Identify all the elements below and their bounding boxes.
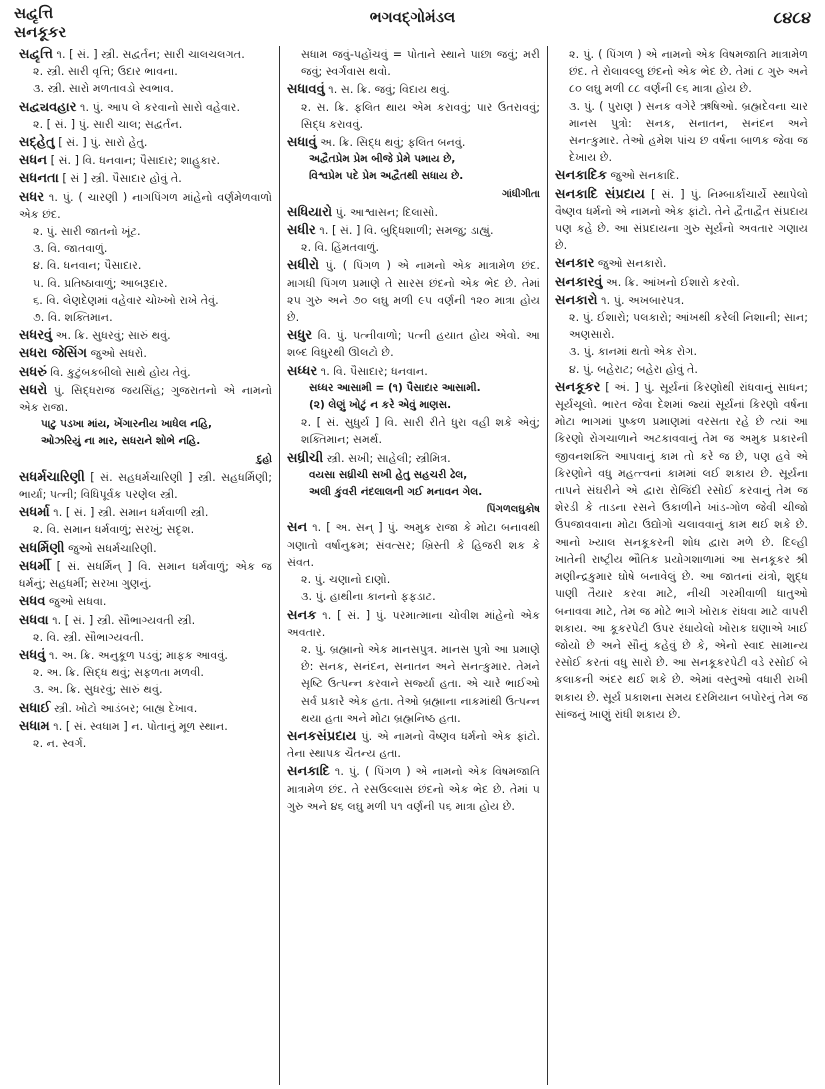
entry-sense: ૨. પું. બ્રહ્માનો એક માનસપુત્ર. માનસ પુત્રો આ પ્રમાણે છે: સનક, સનંદન, સનાતન અને સનત્કુમાર. તેમને સૃષ્ટિ ઉત્પન્ન કરવાને સર્જ્યા હતા. એ ચારે ભાઈઓ સર્વ પ્રકારે એક હતા. તેઓ બ્રહ્માના નાકમાંથી ઉત્પન્ન થયા હતા અને મોટા બ્રહ્મનિષ્ઠ હતા. [301, 642, 540, 725]
entry-definition: ૧. [ અ. સન્ ] પું. અમુક રાજા કે મોટા બનાવથી ગણાતો વર્ષાનુક્રમ; સંવત્સર; ખ્રિસ્તી કે હિજરી શક કે સંવત. [287, 521, 540, 569]
entry-sense: ૨. [ સં. સુધુર્ય ] વિ. સારી રીતે ધુરા વહી શકે એવું; શક્તિમાન; સમર્થ. [301, 416, 540, 447]
entry-sense: ૨. વિ. હિંમતવાળું. [301, 241, 380, 255]
entry-definition: ૧. પું. ( પિંગળ ) એ નામનો એક વિષમજાતિ માત્રામેળ છંદ. તે રસઉલ્લાસ છંદનો એક ભેદ છે. તેમાં ૫ ગુરુ અને ૪૬ લઘુ મળી ૫૧ વર્ણની ૫૬ માત્રા હોય છે. [287, 765, 541, 813]
dictionary-entry [287, 363, 540, 449]
dictionary-entry [19, 99, 272, 133]
entry-sense: ૩. પું. ( પુરાણ ) સનક વગેરે ઋષિઓ. બ્રહ્મદેવના ચાર માનસ પુત્રો: સનક, સનાતન, સનંદન અને સનત્કુમાર. તેઓ હમેશ પાંચ છ વર્ષના બાળક જેવા જ દેખાય છે. [569, 99, 808, 165]
dictionary-entry [287, 222, 540, 256]
entry-sense: ૪. પું. બહેરાટ; બહેરા હોવું તે. [569, 362, 698, 376]
entry-headword: સધીરો [287, 258, 320, 274]
entry-headword: સદ્વ્યવહાર [19, 99, 77, 115]
dictionary-entry [555, 255, 808, 272]
first-guide-word: સદ્વૃત્તિ [14, 4, 54, 22]
dictionary-entry [287, 204, 540, 221]
entry-headword: સધરું [19, 364, 47, 380]
entry-definition: ૧. [ સં. ] વિ. બુદ્ધિશાળી; સમજુ; ડાહ્યું. [319, 224, 494, 238]
dictionary-entry [19, 593, 272, 610]
entry-headword: સનકાદિક [555, 168, 607, 184]
entry-headword: સનક [287, 607, 317, 623]
dictionary-entry [19, 558, 272, 592]
entry-headword: સધર્મિણી [19, 540, 65, 556]
entry-headword: સધનતા [19, 171, 59, 187]
quotation-source: પિંગળલઘુકોષ [486, 504, 540, 516]
entry-definition: પું. સિદ્ધરાજ જયસિંહ; ગુજરાતનો એ નામનો એક રાજા. [19, 383, 272, 415]
dictionary-entry [287, 519, 540, 605]
dictionary-entry [287, 763, 540, 815]
page-number: ૮૪૮૪ [773, 8, 811, 27]
entry-quotation: સધ્ધર આસામી = (૧) પૈસાદાર આસામી. [309, 381, 481, 394]
entry-sense: ૨. વિ. સમાન ધર્મવાળું; સરખું; સદૃશ. [33, 523, 195, 537]
entry-definition: ૧. [ સં. ] સ્ત્રી. સમાન ધર્મવાળી સ્ત્રી. [53, 506, 209, 520]
entry-sense: ૨. અ. ક્રિ. સિદ્ધ થવું; સફળતા મળવી. [33, 666, 204, 680]
entry-sense: ૨. વિ. સ્ત્રી. સૌભાગ્યવતી. [33, 630, 144, 644]
entry-headword: સનકાદિ સંપ્રદાય [555, 186, 645, 202]
dictionary-entry [287, 450, 540, 519]
dictionary-entry [555, 274, 808, 291]
entry-definition: [ સં. સધર્મિન્ ] વિ. સમાન ધર્મવાળું; એક જ ધર્મનું; સહધર્મી; સરખા ગુણનું. [19, 559, 273, 591]
entry-definition: જુઓ સનકારો. [597, 257, 667, 271]
entry-definition: જુઓ સધરો. [90, 347, 147, 361]
dictionary-entry [19, 134, 272, 151]
entry-sense: ૩. સ્ત્રી. સારો મળતાવડો સ્વભાવ. [33, 82, 174, 96]
entry-definition: વિ. કુટુંબકબીલો સાથે હોય તેવું. [50, 365, 191, 379]
entry-headword: સનકારો [555, 292, 598, 308]
quotation-source: ગાંધીગીતા [502, 188, 540, 200]
dictionary-entry [287, 134, 540, 203]
entry-headword: સન [287, 520, 308, 536]
dictionary-entry [287, 728, 540, 762]
entry-sense: ૨. પું. ( પિંગળ ) એ નામનો એક વિષમજાતિ માત્રામેળ છંદ. તે રોલાવલ્લુ છંદનો એક ભેદ છે. તેમાં ૮ ગુરુ અને ૮૦ લઘુ મળી ૮૮ વર્ણની ૯૬ માત્રા હોય છે. [569, 48, 808, 96]
entry-definition: ૧. [ સં. ] સ્ત્રી. સૌભાગ્યવતી સ્ત્રી. [52, 613, 196, 627]
entry-definition: જુઓ સધવા. [49, 595, 107, 609]
entry-definition: ૧. [ સં. ] સ્ત્રી. સદ્વર્તન; સારી ચાલચલગત. [56, 48, 245, 61]
dictionary-entry [19, 382, 272, 468]
entry-headword: સધ્રીચી [287, 450, 324, 466]
entry-headword: સનકારવું [555, 274, 603, 290]
entry-quotation: અલી કુંવરી નંદલાલની ગઈ મનાવન ગેલ. [309, 486, 483, 499]
entry-definition: [ સં. ] પું. નિમ્બાર્કાચાર્યે સ્થાપેલો વૈષ્ણવ ધર્મનો એ નામનો એક ફાંટો. તેને દ્વૈતાદ્વૈત સંપ્રદાય પણ કહે છે. આ સંપ્રદાયના ગુરુ સૂર્યનો અવતાર ગણાય છે. [555, 187, 809, 253]
entry-definition: અ. ક્રિ. આંખનો ઈશારો કરવો. [605, 275, 740, 289]
dictionary-title: ભગવદ્ગોમંડલ [369, 8, 456, 26]
quotation-source: દુહો [256, 453, 272, 465]
dictionary-entry [287, 607, 540, 727]
entry-headword: સનકાર [555, 256, 595, 272]
entry-headword: સધન [19, 153, 48, 169]
column-2 [279, 46, 547, 1085]
entry-headword: સધવા [19, 612, 49, 628]
entry-definition: અ. ક્રિ. સુધરવું; સારું થવું. [55, 329, 171, 343]
entry-sense: ૨. પું. ઈશારો; પલકારો; આંખથી કરેલી નિશાની; સાન; અણસારો. [569, 311, 808, 342]
entry-quotation: અદ્વૈતપ્રેમ પ્રેમ બીજે પ્રેમે પમાય છે, [309, 153, 456, 166]
entry-sense: ૩. વિ. જાતવાળું. [33, 242, 108, 256]
entry-definition: વિ. પું. પત્નીવાળો; પત્ની હયાત હોય એવો. આ શબ્દ વિધુરથી ઊલટો છે. [287, 329, 540, 360]
dictionary-entry [19, 170, 272, 187]
entry-sense: ૭. વિ. શક્તિમાન. [33, 311, 113, 325]
entry-quotation: વિશ્વપ્રેમ પદે પ્રેમ અદ્વૈતથી સધાય છે. [309, 170, 464, 183]
entry-definition: ૧. અ. ક્રિ. અનુકૂળ પડવું; માફક આવવું. [49, 648, 228, 662]
entry-sense: ૪. વિ. ધનવાન; પૈસાદાર. [33, 259, 142, 273]
entry-sense: ૩. પું. હાથીના કાનનો ફફડાટ. [301, 590, 436, 604]
entry-headword: સધુર [287, 328, 313, 344]
dictionary-entry [19, 345, 272, 362]
entry-definition: સ્ત્રી. સખી; સાહેલી; સ્ત્રીમિત્ર. [326, 451, 451, 465]
dictionary-columns [12, 46, 815, 1085]
entry-headword: સધર્મી [19, 558, 51, 574]
dictionary-entry [287, 327, 540, 361]
entry-headword: સધવું [19, 647, 46, 663]
dictionary-entry [19, 46, 272, 98]
entry-sense: ૬. વિ. લેણદેણમાં વહેવાર ચોખ્ખો રાખે તેવું. [33, 293, 219, 307]
entry-definition: ૧. વિ. પૈસાદાર; ધનવાન. [320, 364, 428, 378]
entry-definition: પું. ( પિંગળ ) એ નામનો એક માત્રામેળ છંદ. માગધી પિંગળ પ્રમાણે તે સારસ છંદનો એક ભેદ છે. તેમાં ૨૫ ગુરુ અને ૭૦ લઘુ મળી ૯૫ વર્ણની ૧૨૦ માત્રા હોય છે. [287, 259, 540, 325]
dictionary-entry [19, 612, 272, 646]
dictionary-entry [19, 540, 272, 557]
entry-headword: સધાવું [287, 135, 317, 151]
dictionary-entry [287, 257, 540, 326]
entry-sense: ૩. પું. કાનમાં થતો એક રોગ. [569, 345, 698, 359]
entry-definition: ૧. પું. ( ચારણી ) નાગપિંગળ માંહેનો વર્ણમેળવાળો એક છંદ. [19, 190, 272, 221]
dictionary-entry [19, 327, 272, 344]
entry-sense: ૨. સ. ક્રિ. ફલિત થાય એમ કરાવવું; પાર ઉતરાવવું; સિદ્ધ કરાવવું. [301, 100, 540, 131]
entry-definition: [ સં. સહધર્મચારિણી ] સ્ત્રી. સહધર્મિણી; ભાર્યા; પત્ની; વિધિપૂર્વક પરણેલ સ્ત્રી. [19, 470, 272, 502]
dictionary-entry [19, 647, 272, 699]
entry-definition: પું. એ નામનો વૈષ્ણવ ધર્મનો એક ફાંટો. તેના સ્થાપક ચૈતન્ય હતા. [287, 729, 540, 761]
dictionary-entry [19, 364, 272, 381]
column-1 [12, 46, 279, 1085]
entry-definition: ૧. [ સં. ] પું. પરમાત્માના ચોવીશ માંહેનો એક અવતાર. [287, 608, 540, 639]
dictionary-entry [287, 81, 540, 133]
entry-sense: ૨. સ્ત્રી. સારી વૃત્તિ; ઉદાર ભાવના. [33, 65, 178, 79]
entry-sense: ૩. અ. ક્રિ. સુધરવું; સારું થવું. [33, 683, 163, 697]
dictionary-entry [19, 189, 272, 327]
entry-headword: સધરવું [19, 328, 53, 344]
dictionary-entry [555, 292, 808, 378]
dictionary-entry [555, 46, 808, 166]
column-3 [547, 46, 815, 1085]
entry-headword: સધ્ધર [287, 363, 318, 379]
dictionary-entry [19, 469, 272, 503]
dictionary-entry [287, 46, 540, 80]
entry-definition: અ. ક્રિ. સિદ્ધ થવું; ફલિત બનવું. [320, 136, 466, 150]
entry-definition: જુઓ સનકાદિ. [610, 169, 680, 183]
entry-headword: સનકૂકર [555, 379, 601, 395]
entry-sense: ૫. વિ. પ્રતિષ્ઠાવાળું; આબરૂદાર. [33, 276, 168, 290]
dictionary-entry [19, 504, 272, 538]
entry-quotation: પાટુ પડખા માંય, ખેંગારનીય ખાધેલ નહિ, [41, 418, 212, 431]
entry-sense: ૨. પું. ચણાનો દાણો. [301, 573, 391, 587]
entry-sense: ૨. [ સં. ] પું. સારી ચાલ; સદ્વર્તન. [33, 117, 183, 131]
entry-headword: સધીર [287, 223, 316, 239]
entry-definition: [ સં. ] પું. સારો હેતુ. [58, 136, 148, 150]
entry-headword: સનકાદિ [287, 764, 330, 780]
entry-definition: જુઓ સધર્મચારિણી. [68, 541, 157, 555]
entry-definition: ૧. પું. અખબારપત્ર. [601, 293, 685, 307]
page-header [14, 4, 811, 44]
entry-sense: ૨. ન. સ્વર્ગ. [33, 736, 87, 750]
entry-definition: પું. આશ્વાસન; દિલાસો. [335, 205, 439, 219]
entry-definition: સ્ત્રી. ખોટો આડંબર; બાહ્ય દેખાવ. [54, 701, 198, 715]
entry-sense: સધામ જવું-પહોંચવું = પોતાને સ્થાને પાછા જવું; મરી જવું; સ્વર્ગવાસ થવો. [301, 48, 540, 79]
entry-headword: સધાઈ [19, 700, 51, 716]
entry-definition: ૧. [ સં. સ્વધામ ] ન. પોતાનું મૂળ સ્થાન. [53, 719, 228, 733]
dictionary-entry [19, 152, 272, 169]
entry-headword: સદ્વૃત્તિ [19, 47, 53, 62]
entry-sense: ૨. પું. સારી જાતનો ખૂંટ. [33, 225, 141, 239]
entry-definition: ૧. પું. આપ લે કરવાનો સારો વહેવાર. [80, 100, 241, 114]
entry-definition: [ અં. ] પું. સૂર્યનાં કિરણોથી રાંધવાનું સાધન; સૂર્યચૂલો. ભારત જેવા દેશમાં જ્યાં સૂર્યનાં કિરણો વર્ષના મોટા ભાગમાં પુષ્કળ પ્રમાણમાં વરસતા રહે છે ત્યાં આ કિરણો રોગચાળાને અટકાવવાનું તેમ જ અમુક પ્રકારની જીવનશક્તિ આપવાનું કામ તો કરે જ છે, પણ હવે એ કિરણોને વધુ મહત્ત્વનાં કામમાં લઈ શકાય છે. સૂર્યના તાપને સંઘરીને એ દ્વારા રોજિંદી રસોઈ કરવાનું તેમ જ શેરડી કે તાડના રસને ઉકાળીને ખાંડ-ગોળ જેવી ચીજો ઉપજાવવાના મોટા ઉદ્યોગો ચલાવવાનું કામ થઈ શકે છે. આનો ખ્યાલ સનકૂકરની શોધ દ્વારા મળે છે. દિલ્હી ખાતેની રાષ્ટ્રીય ભૌતિક પ્રયોગશાળામાં આ સનકૂકર શ્રી મણીન્દ્રકુમાર ઘોષે બનાવેલું છે. આ જાતનાં યંત્રો, શુદ્ધ પાણી તૈયાર કરવા માટે, નીચી ગરમીવાળી ધાતુઓ બનાવવા માટે, તેમ જ મોટે ભાગે ખોરાક રાંધવા માટે વાપરી શકાય. આ કૂકરપેટી ઉપર રંધાયેલો ખોરાક ઘણાએ ખાઈ જોયો છે અને સૌનું કહેવું છે કે, એનો સ્વાદ સામાન્ય રસોઈ કરતાં વધુ સારો છે. આ સનકૂકરપેટી વડે રસોઈ બે કલાકની અંદર થઈ શકે છે. એમાં વસ્તુઓ વધારી રાખી શકાય છે. સૂર્ય પ્રકાશના સમય દરમિયાન બપોરનું તેમ જ સાંજનું ખાણું રાંધી શકાય છે. [555, 380, 809, 721]
entry-definition: ૧. સ. ક્રિ. જવું; વિદાય થવું. [328, 83, 450, 97]
dictionary-entry [555, 379, 808, 723]
entry-quotation: વયસા સધ્રીચી સખી હેતુ સહચરી ઢેલ, [309, 468, 468, 481]
entry-headword: સધરા જેસિંગ [19, 346, 88, 362]
entry-quotation: ઓઝરિયું ના માર, સધરાને શોભે નહિ. [41, 435, 201, 448]
dictionary-entry [555, 186, 808, 255]
entry-headword: સધરો [19, 382, 48, 398]
entry-headword: સધર્મા [19, 505, 50, 521]
entry-definition: [ સં. ] વિ. ધનવાન; પૈસાદાર; શાહુકાર. [50, 154, 221, 168]
entry-headword: સધામ [19, 718, 50, 734]
entry-headword: સધિયારો [287, 204, 333, 220]
entry-headword: સધર્મચારિણી [19, 469, 85, 485]
entry-headword: સધાવવું [287, 82, 325, 98]
entry-headword: સદ્હેતુ [19, 135, 55, 151]
dictionary-entry [555, 167, 808, 184]
entry-headword: સનકસંપ્રદાય [287, 728, 357, 744]
entry-quotation: (૨) લેણું ખોટું ન કરે એવું માણસ. [309, 399, 452, 412]
entry-headword: સધવ [19, 594, 46, 610]
entry-headword: સધર [19, 189, 45, 205]
dictionary-entry [19, 718, 272, 752]
last-guide-word: સનકૂકર [14, 23, 67, 41]
entry-definition: [ સં ] સ્ત્રી. પૈસાદાર હોવું તે. [62, 172, 182, 186]
dictionary-entry [19, 700, 272, 717]
